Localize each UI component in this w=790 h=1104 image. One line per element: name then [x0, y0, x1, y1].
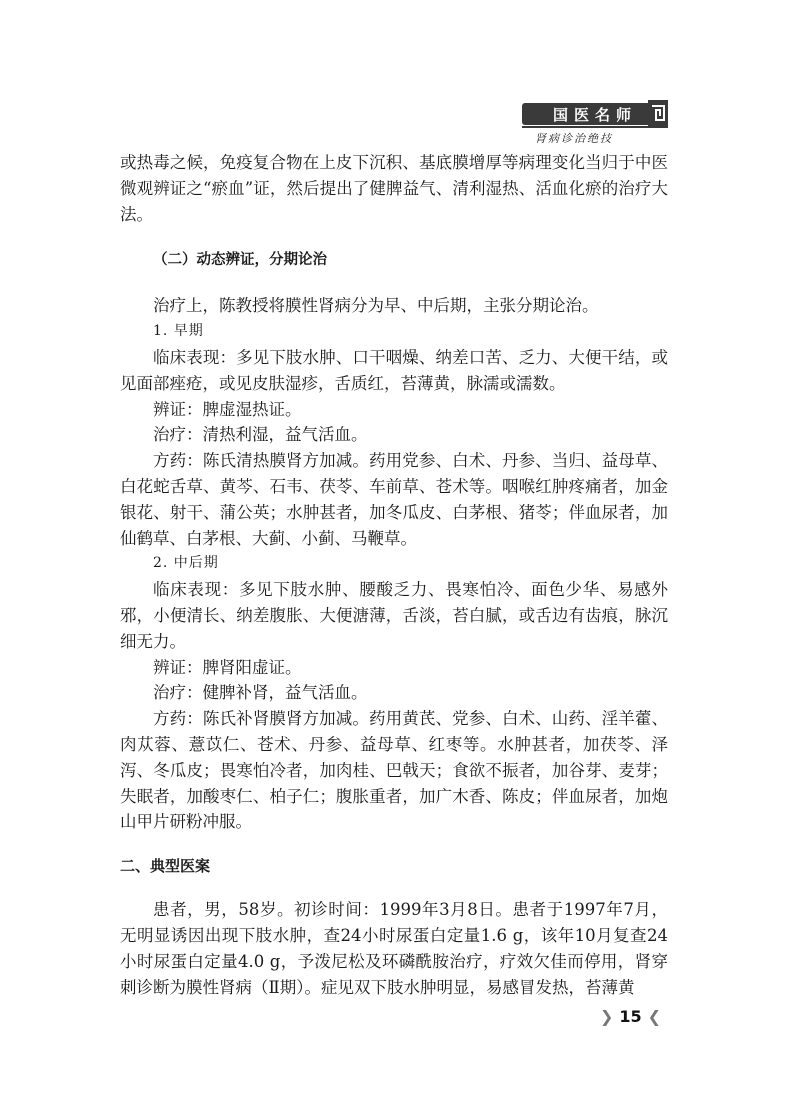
early-syndrome: 辨证：脾虚湿热证。: [153, 399, 302, 419]
header-banner: [522, 103, 668, 125]
page-number: 15: [619, 1006, 642, 1026]
mid-clinical: 临床表现：多见下肢水肿、腰酸乏力、畏寒怕冷、面色少华、易感外邪，小便清长、纳差腹胀、大便溏薄，舌淡，苔白腻，或舌边有齿痕，脉沉细无力。: [120, 580, 668, 651]
mid-syndrome: 辨证：脾肾阳虚证。: [153, 657, 302, 677]
mid-stage-label: 2. 中后期: [153, 555, 219, 572]
subsection-heading: （二）动态辨证，分期论治: [153, 252, 327, 269]
case-paragraph: 患者，男，58岁。初诊时间：1999年3月8日。患者于1997年7月，无明显诱因出现下肢水肿，查24小时尿蛋白定量1.6 g，该年10月复查24小时尿蛋白定量4.0 g，予泼尼松及环磷酰胺治疗，疗效欠佳而停用，肾穿刺诊断为膜性肾病（Ⅱ期）。症见双下肢水肿明显，易感冒发热，苔薄黄: [120, 900, 668, 997]
chevron-left-icon: ❮: [647, 1006, 662, 1026]
chevron-right-icon: ❯: [600, 1006, 614, 1026]
early-stage-label: 1. 早期: [153, 323, 204, 340]
mid-formula: 方药：陈氏补肾膜肾方加减。药用黄芪、党参、白术、山药、淫羊藿、肉苁蓉、薏苡仁、苍术、丹参、益母草、红枣等。水肿甚者，加茯苓、泽泻、冬瓜皮；畏寒怕冷者，加肉桂、巴戟天；食欲不振者，加谷芽、麦芽；失眠者，加酸枣仁、柏子仁；腹胀重者，加广木香、陈皮；伴血尿者，加炮山甲片研粉冲服。: [120, 709, 668, 832]
paragraph-intro: 或热毒之候，免疫复合物在上皮下沉积、基底膜增厚等病理变化当归于中医微观辨证之“瘀血”证，然后提出了健脾益气、清利湿热、活血化瘀的治疗大法。: [120, 153, 668, 224]
page-footer: [600, 1004, 661, 1028]
header-banner-title: 国医名师: [552, 105, 637, 124]
mid-treatment: 治疗：健脾补肾，益气活血。: [153, 683, 368, 703]
body-text: [120, 150, 668, 1000]
header-subtitle: 肾病诊治绝技: [535, 132, 613, 145]
section-heading: 二、典型医案: [120, 857, 211, 876]
meander-ornament-icon: [648, 100, 668, 128]
early-formula: 方药：陈氏清热膜肾方加减。药用党参、白术、丹参、当归、益母草、白花蛇舌草、黄芩、石韦、茯苓、车前草、苍术等。咽喉红肿疼痛者，加金银花、射干、蒲公英；水肿甚者，加冬瓜皮、白茅根、猪苓；伴血尿者，加仙鹤草、白茅根、大蓟、小蓟、马鞭草。: [120, 451, 668, 548]
header-rule: [522, 126, 668, 128]
early-clinical: 临床表现：多见下肢水肿、口干咽燥、纳差口苦、乏力、大便干结，或见面部痤疮，或见皮肤湿疹，舌质红，苔薄黄，脉濡或濡数。: [120, 347, 668, 393]
early-treatment: 治疗：清热利湿，益气活血。: [153, 425, 368, 445]
paragraph-staging: 治疗上，陈教授将膜性肾病分为早、中后期，主张分期论治。: [153, 296, 599, 316]
